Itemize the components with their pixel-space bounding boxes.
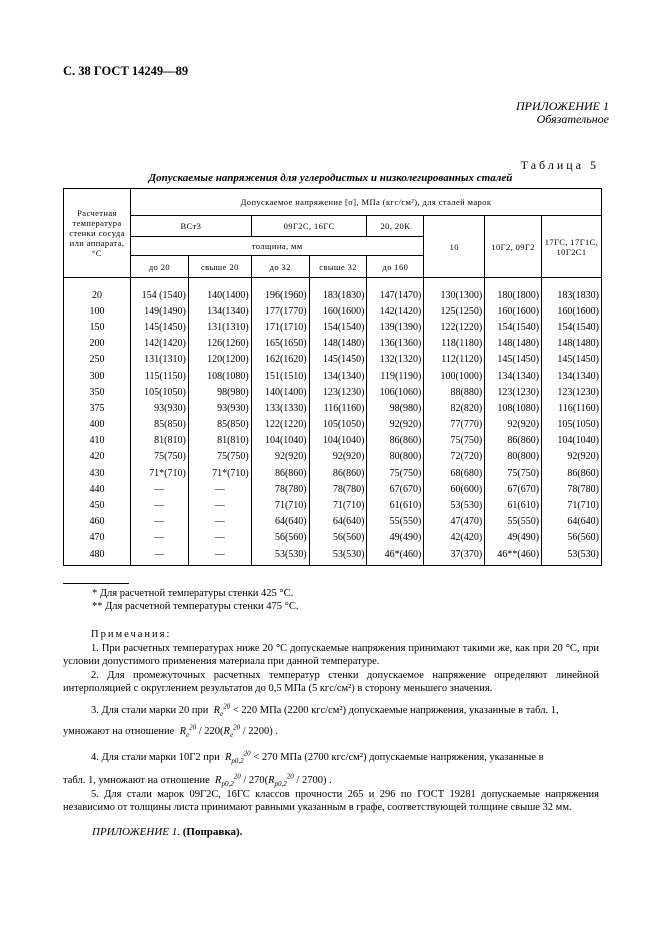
table-row xyxy=(64,384,602,400)
temperature-cell: 470 xyxy=(64,530,131,546)
col-17gs: 17ГС, 17Г1С, 10Г2С1 xyxy=(542,216,602,278)
stress-cell: 122(1220) xyxy=(424,319,485,335)
stress-cell: 160(1600) xyxy=(542,303,602,319)
col-10g2: 10Г2, 09Г2 xyxy=(485,216,542,278)
notes-heading: Примечания: xyxy=(91,629,172,640)
stress-cell: 86(860) xyxy=(251,465,309,481)
table-row xyxy=(64,368,602,384)
stress-cell: 134(1340) xyxy=(309,368,367,384)
table-title: Допускаемые напряжения для углеродистых и низколегированных сталей xyxy=(148,172,513,184)
temperature-cell: 350 xyxy=(64,384,131,400)
stress-cell: 108(1080) xyxy=(188,368,251,384)
stress-cell: 81(810) xyxy=(188,433,251,449)
stress-cell: 145(1450) xyxy=(485,352,542,368)
stress-cell: 133(1330) xyxy=(251,400,309,416)
stress-cell: 134(1340) xyxy=(188,303,251,319)
stress-cell: 86(860) xyxy=(485,433,542,449)
stress-cell: — xyxy=(188,530,251,546)
appendix-subtitle: Обязательное xyxy=(536,112,609,126)
stress-cell: 142(1420) xyxy=(130,336,188,352)
note-3: 3. Для стали марки 20 при $R_e^{20} < 220$ МПа (2200 кгс/см²) допускаемые напряжения, указанные в табл. 1, xyxy=(91,702,559,718)
col-over32: свыше 32 xyxy=(309,256,367,278)
stress-cell: 85(850) xyxy=(188,417,251,433)
stress-cell: 92(920) xyxy=(251,449,309,465)
stress-cell: 78(780) xyxy=(542,481,602,497)
stress-cell: 171(1710) xyxy=(251,319,309,335)
stress-cell: 81(810) xyxy=(130,433,188,449)
table-row xyxy=(64,449,602,465)
stress-cell: — xyxy=(188,481,251,497)
table-row xyxy=(64,303,602,319)
stress-cell: 78(780) xyxy=(251,481,309,497)
formula-re20: $R_e^{20}$ xyxy=(211,702,231,718)
stress-cell: 118(1180) xyxy=(424,336,485,352)
stress-cell: 105(1050) xyxy=(309,417,367,433)
table-row xyxy=(64,465,602,481)
stress-cell: 82(820) xyxy=(424,400,485,416)
stress-cell: 122(1220) xyxy=(251,417,309,433)
stress-cell: 106(1060) xyxy=(367,384,424,400)
stress-cell: 108(1080) xyxy=(485,400,542,416)
stress-cell: 67(670) xyxy=(485,481,542,497)
table-row xyxy=(64,278,602,304)
stress-cell: 140(1400) xyxy=(251,384,309,400)
stress-cell: 60(600) xyxy=(424,481,485,497)
stress-cell: 148(1480) xyxy=(309,336,367,352)
table-row xyxy=(64,530,602,546)
temperature-cell: 150 xyxy=(64,319,131,335)
stress-cell: — xyxy=(130,530,188,546)
table-number: Таблица 5 xyxy=(520,158,599,172)
stress-cell: 56(560) xyxy=(251,530,309,546)
stress-cell: 61(610) xyxy=(485,497,542,513)
stress-cell: 119(1190) xyxy=(367,368,424,384)
stress-cell: 93(930) xyxy=(130,400,188,416)
col-10: 10 xyxy=(424,216,485,278)
stress-cell: 46**(460) xyxy=(485,546,542,566)
stress-cell: 148(1480) xyxy=(542,336,602,352)
stress-cell: 71(710) xyxy=(542,497,602,513)
note-5: 5. Для стали марок 09Г2С, 16ГС классов прочности 265 и 296 по ГОСТ 19281 допускаемые напряжения независимо от толщины листа принимают равными указанным в графе, соответствующей толщине свыше 32 мм. xyxy=(63,788,599,813)
stress-cell: 71(710) xyxy=(251,497,309,513)
temperature-cell: 460 xyxy=(64,514,131,530)
stress-cell: 130(1300) xyxy=(424,278,485,304)
stress-cell: 140(1400) xyxy=(188,278,251,304)
thickness-header: толщина, мм xyxy=(130,237,423,256)
temperature-cell: 200 xyxy=(64,336,131,352)
stress-cell: 75(750) xyxy=(424,433,485,449)
stress-cell: 78(780) xyxy=(309,481,367,497)
footnote-2: ** Для расчетной температуры стенки 475 °С. xyxy=(92,601,299,612)
stress-cell: 100(1000) xyxy=(424,368,485,384)
table-row xyxy=(64,417,602,433)
stress-cell: 67(670) xyxy=(367,481,424,497)
stress-cell: 92(920) xyxy=(309,449,367,465)
stress-cell: 154(1540) xyxy=(485,319,542,335)
formula-rp02: $R_{p0,2}^{20}$ xyxy=(222,749,251,765)
stress-cell: 145(1450) xyxy=(309,352,367,368)
appendix-title: ПРИЛОЖЕНИЕ 1 xyxy=(516,99,609,113)
stress-cell: 132(1320) xyxy=(367,352,424,368)
stress-cell: — xyxy=(130,481,188,497)
temperature-cell: 400 xyxy=(64,417,131,433)
stress-cell: 149(1490) xyxy=(130,303,188,319)
stress-table xyxy=(63,188,602,566)
stress-cell: — xyxy=(188,514,251,530)
stress-cell: 46*(460) xyxy=(367,546,424,566)
stress-cell: 183(1830) xyxy=(309,278,367,304)
stress-cell: 112(1120) xyxy=(424,352,485,368)
temperature-cell: 300 xyxy=(64,368,131,384)
stress-cell: 75(750) xyxy=(188,449,251,465)
stress-cell: 53(530) xyxy=(309,546,367,566)
stress-cell: 154 (1540) xyxy=(130,278,188,304)
stress-cell: — xyxy=(188,546,251,566)
note-1: 1. При расчетных температурах ниже 20 °С допускаемые напряжения принимают такими же, как при 20 °С, при условии допустимого применения материала при данной температуре. xyxy=(63,642,599,667)
stress-cell: 131(1310) xyxy=(188,319,251,335)
stress-cell: 196(1960) xyxy=(251,278,309,304)
stress-cell: 180(1800) xyxy=(485,278,542,304)
stress-cell: 93(930) xyxy=(188,400,251,416)
stress-cell: 104(1040) xyxy=(251,433,309,449)
table-row xyxy=(64,319,602,335)
col-upto20: до 20 xyxy=(130,256,188,278)
temperature-cell: 430 xyxy=(64,465,131,481)
table-row xyxy=(64,352,602,368)
stress-cell: 55(550) xyxy=(485,514,542,530)
col-over20: свыше 20 xyxy=(188,256,251,278)
stress-cell: 105(1050) xyxy=(130,384,188,400)
notes-section xyxy=(63,628,599,815)
table-row xyxy=(64,497,602,513)
stress-cell: 126(1260) xyxy=(188,336,251,352)
stress-cell: 134(1340) xyxy=(542,368,602,384)
stress-cell: 61(610) xyxy=(367,497,424,513)
footnote-divider xyxy=(63,583,129,584)
stress-cell: 105(1050) xyxy=(542,417,602,433)
temperature-cell: 450 xyxy=(64,497,131,513)
stress-cell: 148(1480) xyxy=(485,336,542,352)
stress-cell: 147(1470) xyxy=(367,278,424,304)
stress-cell: 75(750) xyxy=(130,449,188,465)
stress-cell: — xyxy=(130,497,188,513)
note-3-cont: умножают на отношение $R_e^{20} / 220(R_e^{20} / 2200)$ . xyxy=(63,723,278,740)
stress-cell: 64(640) xyxy=(542,514,602,530)
temperature-cell: 420 xyxy=(64,449,131,465)
col-vst3: ВСт3 xyxy=(130,216,251,237)
stress-cell: 47(470) xyxy=(424,514,485,530)
stress-cell: 160(1600) xyxy=(485,303,542,319)
stress-cell: 71(710) xyxy=(309,497,367,513)
stress-cell: 92(920) xyxy=(367,417,424,433)
stress-cell: 56(560) xyxy=(542,530,602,546)
stress-cell: 92(920) xyxy=(542,449,602,465)
stress-cell: 104(1040) xyxy=(542,433,602,449)
table-row xyxy=(64,546,602,566)
page-header: С. 38 ГОСТ 14249—89 xyxy=(63,64,189,78)
table-row xyxy=(64,400,602,416)
footnote-1: * Для расчетной температуры стенки 425 °С. xyxy=(92,588,294,599)
stress-cell: 80(800) xyxy=(367,449,424,465)
temperature-cell: 440 xyxy=(64,481,131,497)
table-row xyxy=(64,481,602,497)
stress-cell: 98(980) xyxy=(367,400,424,416)
stress-cell: 49(490) xyxy=(367,530,424,546)
stress-cell: 88(880) xyxy=(424,384,485,400)
stress-cell: 53(530) xyxy=(542,546,602,566)
temp-column-header: Расчетная температура стенки сосуда или аппарата, °С xyxy=(64,189,131,278)
stress-cell: 154(1540) xyxy=(309,319,367,335)
stress-cell: 53(530) xyxy=(424,497,485,513)
stress-cell: 131(1310) xyxy=(130,352,188,368)
table-body xyxy=(64,278,602,566)
stress-cell: 75(750) xyxy=(367,465,424,481)
stress-cell: — xyxy=(130,546,188,566)
stress-cell: 134(1340) xyxy=(485,368,542,384)
stress-cell: 177(1770) xyxy=(251,303,309,319)
table-row xyxy=(64,433,602,449)
stress-cell: 136(1360) xyxy=(367,336,424,352)
temperature-cell: 375 xyxy=(64,400,131,416)
stress-cell: 75(750) xyxy=(485,465,542,481)
stress-cell: 56(560) xyxy=(309,530,367,546)
stress-cell: — xyxy=(130,514,188,530)
stress-cell: 120(1200) xyxy=(188,352,251,368)
stress-cell: 162(1620) xyxy=(251,352,309,368)
stress-cell: 77(770) xyxy=(424,417,485,433)
amendment-line: ПРИЛОЖЕНИЕ 1. (Поправка). xyxy=(92,826,243,838)
stress-cell: 104(1040) xyxy=(309,433,367,449)
stress-cell: 142(1420) xyxy=(367,303,424,319)
stress-cell: 71*(710) xyxy=(188,465,251,481)
temperature-cell: 250 xyxy=(64,352,131,368)
stress-cell: 72(720) xyxy=(424,449,485,465)
stress-cell: 85(850) xyxy=(130,417,188,433)
stress-cell: 123(1230) xyxy=(542,384,602,400)
temperature-cell: 410 xyxy=(64,433,131,449)
stress-cell: 154(1540) xyxy=(542,319,602,335)
stress-cell: 116(1160) xyxy=(542,400,602,416)
col-09g2s: 09Г2С, 16ГС xyxy=(251,216,367,237)
table-row xyxy=(64,514,602,530)
group-header: Допускаемое напряжение [σ], МПа (кгс/см²), для сталей марок xyxy=(130,189,601,216)
stress-cell: 42(420) xyxy=(424,530,485,546)
stress-cell: 71*(710) xyxy=(130,465,188,481)
stress-cell: 125(1250) xyxy=(424,303,485,319)
stress-cell: 145(1450) xyxy=(542,352,602,368)
appendix-label xyxy=(516,100,609,126)
stress-cell: 115(1150) xyxy=(130,368,188,384)
stress-cell: 37(370) xyxy=(424,546,485,566)
stress-cell: 145(1450) xyxy=(130,319,188,335)
stress-cell: 151(1510) xyxy=(251,368,309,384)
stress-cell: 183(1830) xyxy=(542,278,602,304)
note-4-cont: табл. 1, умножают на отношение $R_{p0,2}^{20} / 270(R_{p0,2}^{20} / 2700)$ . xyxy=(63,772,332,789)
stress-cell: 98(980) xyxy=(188,384,251,400)
col-upto32: до 32 xyxy=(251,256,309,278)
temperature-cell: 480 xyxy=(64,546,131,566)
stress-cell: 123(1230) xyxy=(309,384,367,400)
stress-cell: 80(800) xyxy=(485,449,542,465)
temperature-cell: 20 xyxy=(64,278,131,304)
stress-cell: 165(1650) xyxy=(251,336,309,352)
stress-cell: 68(680) xyxy=(424,465,485,481)
note-2: 2. Для промежуточных расчетных температур стенки допускаемое напряжение определяют линейной интерполяцией с округлением результатов до 0,5 МПа (5 кгс/см²) в сторону меньшего значения. xyxy=(63,669,599,694)
temperature-cell: 100 xyxy=(64,303,131,319)
col-20-20k: 20, 20К xyxy=(367,216,424,237)
stress-cell: 86(860) xyxy=(367,433,424,449)
stress-cell: 86(860) xyxy=(542,465,602,481)
stress-cell: 160(1600) xyxy=(309,303,367,319)
stress-cell: 64(640) xyxy=(251,514,309,530)
stress-cell: 53(530) xyxy=(251,546,309,566)
stress-cell: — xyxy=(188,497,251,513)
stress-cell: 55(550) xyxy=(367,514,424,530)
stress-cell: 123(1230) xyxy=(485,384,542,400)
stress-cell: 86(860) xyxy=(309,465,367,481)
stress-cell: 49(490) xyxy=(485,530,542,546)
stress-cell: 116(1160) xyxy=(309,400,367,416)
note-4: 4. Для стали марки 10Г2 при $R_{p0,2}^{20} < 270$ МПа (2700 кгс/см²) допускаемые напряжения, указанные в xyxy=(91,749,544,765)
stress-cell: 139(1390) xyxy=(367,319,424,335)
col-upto160: до 160 xyxy=(367,256,424,278)
stress-cell: 64(640) xyxy=(309,514,367,530)
stress-cell: 92(920) xyxy=(485,417,542,433)
table-row xyxy=(64,336,602,352)
